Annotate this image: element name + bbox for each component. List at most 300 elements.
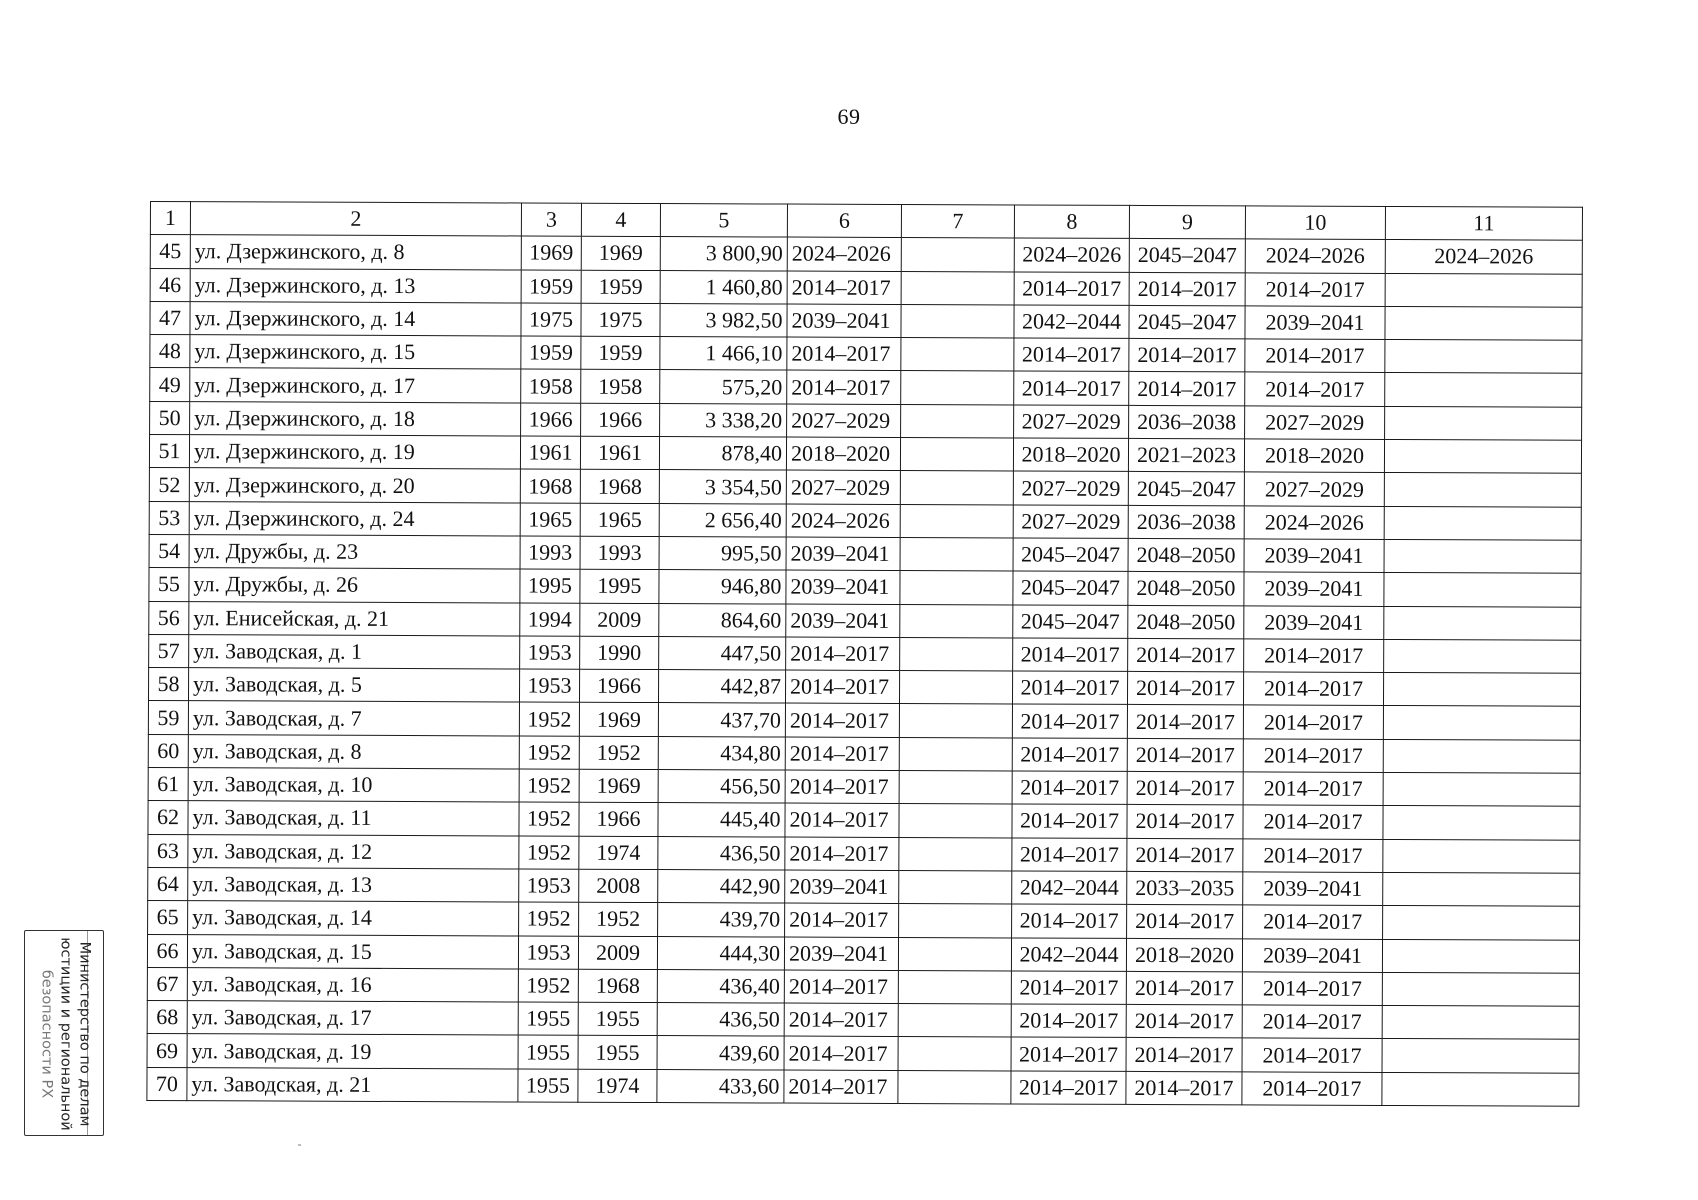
address-cell: ул. Дзержинского, д. 18: [190, 401, 521, 436]
period-col8-cell: 2014–2017: [1012, 704, 1127, 738]
row-number-cell: 51: [149, 435, 189, 468]
address-cell: ул. Дзержинского, д. 19: [189, 435, 520, 470]
period-col11-cell: [1385, 406, 1582, 440]
year-built-cell: 1995: [520, 569, 580, 603]
period-col6-cell: 2027–2029: [786, 470, 900, 504]
column-header-10: 10: [1245, 206, 1385, 240]
period-col8-cell: 2045–2047: [1013, 605, 1128, 639]
address-cell: ул. Заводская, д. 16: [187, 967, 518, 1002]
address-cell: ул. Енисейская, д. 21: [189, 601, 520, 636]
period-col10-cell: 2039–2041: [1244, 605, 1384, 639]
row-number-cell: 53: [149, 501, 189, 534]
period-col8-cell: 2014–2017: [1011, 1071, 1126, 1105]
year-commissioned-cell: 1952: [579, 902, 658, 936]
period-col10-cell: 2024–2026: [1245, 239, 1385, 273]
period-col8-cell: 2014–2017: [1011, 971, 1126, 1005]
period-col6-cell: 2014–2017: [785, 837, 899, 871]
period-col6-cell: 2014–2017: [785, 704, 899, 738]
period-col10-cell: 2039–2041: [1242, 938, 1382, 972]
table-row: [147, 1067, 1579, 1106]
col7-cell: [900, 438, 1013, 472]
row-number-cell: 66: [147, 934, 187, 967]
address-cell: ул. Заводская, д. 14: [188, 901, 519, 936]
area-cell: 1 460,80: [660, 270, 787, 304]
period-col10-cell: 2014–2017: [1243, 705, 1383, 739]
area-cell: 878,40: [659, 437, 786, 471]
period-col6-cell: 2014–2017: [784, 1070, 898, 1104]
period-col10-cell: 2014–2017: [1245, 272, 1385, 306]
period-col11-cell: [1385, 273, 1582, 307]
row-number-cell: 45: [150, 235, 190, 268]
period-col9-cell: 2014–2017: [1127, 805, 1243, 839]
period-col8-cell: 2014–2017: [1014, 371, 1129, 405]
period-col11-cell: [1384, 473, 1581, 507]
period-col9-cell: 2014–2017: [1129, 272, 1245, 306]
row-number-cell: 69: [147, 1034, 187, 1067]
col7-cell: [900, 471, 1013, 505]
area-cell: 2 656,40: [659, 503, 786, 537]
address-cell: ул. Дзержинского, д. 13: [190, 268, 521, 303]
period-col8-cell: 2014–2017: [1012, 738, 1127, 772]
area-cell: 442,87: [658, 670, 785, 704]
period-col11-cell: [1384, 606, 1581, 640]
year-commissioned-cell: 1974: [579, 836, 658, 870]
period-col11-cell: [1383, 706, 1580, 740]
address-cell: ул. Заводская, д. 10: [188, 768, 519, 803]
row-number-cell: 55: [149, 568, 189, 601]
period-col6-cell: 2018–2020: [786, 437, 900, 471]
row-number-cell: 50: [150, 401, 190, 434]
period-col6-cell: 2014–2017: [785, 903, 899, 937]
period-col6-cell: 2014–2017: [787, 271, 901, 305]
year-built-cell: 1953: [520, 636, 580, 670]
period-col9-cell: 2048–2050: [1128, 572, 1244, 606]
col7-cell: [898, 1004, 1011, 1038]
period-col11-cell: [1383, 839, 1580, 873]
address-cell: ул. Дзержинского, д. 14: [190, 302, 521, 337]
area-cell: 439,70: [658, 903, 785, 937]
year-built-cell: 1994: [520, 603, 580, 637]
period-col9-cell: 2014–2017: [1126, 1071, 1242, 1105]
address-cell: ул. Заводская, д. 7: [188, 701, 519, 736]
period-col10-cell: 2039–2041: [1244, 539, 1384, 573]
row-number-cell: 58: [148, 668, 188, 701]
period-col6-cell: 2014–2017: [785, 803, 899, 837]
address-cell: ул. Заводская, д. 19: [187, 1034, 518, 1069]
column-header-2: 2: [190, 202, 521, 237]
year-commissioned-cell: 1966: [579, 669, 658, 703]
year-commissioned-cell: 1959: [581, 336, 660, 370]
period-col10-cell: 2014–2017: [1243, 739, 1383, 773]
area-cell: 3 982,50: [660, 303, 787, 337]
period-col11-cell: [1383, 906, 1580, 940]
address-cell: ул. Заводская, д. 12: [188, 834, 519, 869]
period-col8-cell: 2027–2029: [1013, 471, 1128, 505]
col7-cell: [899, 771, 1012, 805]
year-commissioned-cell: 1958: [581, 370, 660, 404]
year-built-cell: 1959: [521, 270, 581, 304]
period-col10-cell: 2014–2017: [1242, 1072, 1382, 1106]
year-commissioned-cell: 2008: [579, 869, 658, 903]
area-cell: 444,30: [657, 936, 784, 970]
data-table: [146, 201, 1583, 1107]
period-col11-cell: [1384, 539, 1581, 573]
period-col9-cell: 2048–2050: [1128, 538, 1244, 572]
period-col10-cell: 2039–2041: [1243, 872, 1383, 906]
col7-cell: [901, 238, 1014, 272]
year-built-cell: 1952: [519, 702, 579, 736]
year-commissioned-cell: 1968: [578, 969, 657, 1003]
col7-cell: [901, 404, 1014, 438]
col7-cell: [899, 804, 1012, 838]
scan-speck: [298, 1144, 301, 1146]
period-col6-cell: 2039–2041: [786, 570, 900, 604]
period-col9-cell: 2014–2017: [1129, 339, 1245, 373]
column-header-7: 7: [901, 205, 1014, 239]
area-cell: 434,80: [658, 736, 785, 770]
year-built-cell: 1959: [521, 336, 581, 370]
period-col10-cell: 2014–2017: [1243, 672, 1383, 706]
period-col11-cell: [1382, 972, 1579, 1006]
area-cell: 447,50: [659, 636, 786, 670]
year-built-cell: 1952: [519, 902, 579, 936]
col7-cell: [900, 504, 1013, 538]
year-built-cell: 1955: [518, 1002, 578, 1036]
year-built-cell: 1952: [519, 736, 579, 770]
address-cell: ул. Заводская, д. 11: [188, 801, 519, 836]
stamp-line-3: безопасности РХ: [38, 969, 55, 1099]
address-cell: ул. Дзержинского, д. 20: [189, 468, 520, 503]
year-commissioned-cell: 2009: [580, 603, 659, 637]
row-number-cell: 61: [148, 768, 188, 801]
period-col8-cell: 2014–2017: [1014, 272, 1129, 306]
period-col10-cell: 2027–2029: [1244, 472, 1384, 506]
column-header-8: 8: [1014, 205, 1129, 239]
period-col11-cell: [1382, 1072, 1579, 1106]
year-built-cell: 1952: [519, 802, 579, 836]
col7-cell: [899, 870, 1012, 904]
period-col9-cell: 2014–2017: [1127, 705, 1243, 739]
period-col11-cell: [1382, 1006, 1579, 1040]
period-col6-cell: 2014–2017: [785, 737, 899, 771]
period-col8-cell: 2027–2029: [1014, 405, 1129, 439]
period-col11-cell: [1385, 340, 1582, 374]
area-cell: 456,50: [658, 770, 785, 804]
period-col8-cell: 2042–2044: [1014, 305, 1129, 339]
col7-cell: [901, 304, 1014, 338]
period-col11-cell: [1384, 573, 1581, 607]
period-col11-cell: [1385, 306, 1582, 340]
column-header-4: 4: [581, 203, 660, 237]
table-body: [147, 235, 1582, 1106]
period-col6-cell: 2024–2026: [787, 237, 901, 271]
period-col9-cell: 2014–2017: [1129, 372, 1245, 406]
period-col11-cell: [1384, 506, 1581, 540]
period-col8-cell: 2027–2029: [1013, 505, 1128, 539]
period-col10-cell: 2014–2017: [1245, 372, 1385, 406]
row-number-cell: 52: [149, 468, 189, 501]
year-built-cell: 1952: [518, 969, 578, 1003]
address-cell: ул. Заводская, д. 1: [189, 635, 520, 670]
area-cell: 864,60: [659, 603, 786, 637]
row-number-cell: 56: [149, 601, 189, 634]
period-col6-cell: 2024–2026: [786, 504, 900, 538]
year-commissioned-cell: 1966: [579, 803, 658, 837]
address-cell: ул. Дзержинского, д. 8: [190, 235, 521, 270]
col7-cell: [900, 637, 1013, 671]
period-col8-cell: 2014–2017: [1013, 638, 1128, 672]
period-col6-cell: 2039–2041: [785, 870, 899, 904]
period-col6-cell: 2027–2029: [787, 404, 901, 438]
row-number-cell: 67: [147, 967, 187, 1000]
year-built-cell: 1952: [519, 836, 579, 870]
period-col9-cell: 2048–2050: [1128, 605, 1244, 639]
period-col11-cell: [1384, 440, 1581, 474]
year-commissioned-cell: 1969: [579, 703, 658, 737]
column-header-11: 11: [1385, 206, 1582, 240]
row-number-cell: 62: [148, 801, 188, 834]
period-col8-cell: 2014–2017: [1011, 1004, 1126, 1038]
period-col10-cell: 2024–2026: [1244, 506, 1384, 540]
area-cell: 437,70: [658, 703, 785, 737]
stamp-line-1: Министерство по делам: [76, 941, 93, 1127]
year-commissioned-cell: 1995: [580, 569, 659, 603]
year-built-cell: 1993: [520, 536, 580, 570]
period-col11-cell: [1383, 773, 1580, 807]
col7-cell: [899, 737, 1012, 771]
year-commissioned-cell: 1955: [578, 1036, 657, 1070]
column-header-6: 6: [787, 204, 901, 238]
year-commissioned-cell: 1990: [580, 636, 659, 670]
period-col11-cell: [1382, 939, 1579, 973]
period-col9-cell: 2014–2017: [1128, 638, 1244, 672]
col7-cell: [898, 1037, 1011, 1071]
period-col8-cell: 2045–2047: [1013, 571, 1128, 605]
year-built-cell: 1969: [521, 236, 581, 270]
period-col6-cell: 2014–2017: [786, 637, 900, 671]
year-commissioned-cell: 1975: [581, 303, 660, 337]
row-number-cell: 54: [149, 534, 189, 567]
registration-stamp: [24, 930, 104, 1136]
period-col8-cell: 2014–2017: [1011, 1037, 1126, 1071]
period-col6-cell: 2014–2017: [784, 1036, 898, 1070]
period-col8-cell: 2042–2044: [1012, 871, 1127, 905]
col7-cell: [901, 371, 1014, 405]
col7-cell: [901, 271, 1014, 305]
year-built-cell: 1952: [519, 769, 579, 803]
period-col8-cell: 2014–2017: [1014, 338, 1129, 372]
year-commissioned-cell: 1969: [581, 237, 660, 271]
period-col9-cell: 2036–2038: [1129, 405, 1245, 439]
year-built-cell: 1966: [521, 403, 581, 437]
period-col11-cell: [1383, 739, 1580, 773]
period-col8-cell: 2042–2044: [1011, 937, 1126, 971]
column-header-9: 9: [1129, 205, 1245, 239]
period-col6-cell: 2014–2017: [785, 670, 899, 704]
period-col9-cell: 2045–2047: [1129, 305, 1245, 339]
col7-cell: [900, 604, 1013, 638]
area-cell: 575,20: [660, 370, 787, 404]
period-col9-cell: 2014–2017: [1127, 672, 1243, 706]
period-col9-cell: 2021–2023: [1128, 439, 1244, 473]
period-col8-cell: 2045–2047: [1013, 538, 1128, 572]
column-header-3: 3: [521, 203, 581, 237]
period-col10-cell: 2014–2017: [1245, 339, 1385, 373]
period-col10-cell: 2014–2017: [1243, 772, 1383, 806]
period-col10-cell: 2027–2029: [1245, 406, 1385, 440]
period-col9-cell: 2036–2038: [1128, 505, 1244, 539]
col7-cell: [900, 571, 1013, 605]
year-commissioned-cell: 1993: [580, 536, 659, 570]
period-col10-cell: 2039–2041: [1245, 306, 1385, 340]
row-number-cell: 46: [150, 268, 190, 301]
address-cell: ул. Заводская, д. 5: [188, 668, 519, 703]
area-cell: 946,80: [659, 570, 786, 604]
period-col8-cell: 2014–2017: [1012, 804, 1127, 838]
address-cell: ул. Заводская, д. 15: [187, 934, 518, 969]
period-col11-cell: 2024–2026: [1385, 240, 1582, 274]
period-col11-cell: [1385, 373, 1582, 407]
address-cell: ул. Дзержинского, д. 15: [190, 335, 521, 370]
area-cell: 442,90: [658, 869, 785, 903]
year-commissioned-cell: 1974: [578, 1069, 657, 1103]
table-container: [146, 201, 1582, 1107]
period-col10-cell: 2014–2017: [1242, 972, 1382, 1006]
period-col9-cell: 2018–2020: [1126, 938, 1242, 972]
row-number-cell: 64: [148, 867, 188, 900]
period-col8-cell: 2014–2017: [1012, 838, 1127, 872]
period-col6-cell: 2014–2017: [784, 1003, 898, 1037]
year-commissioned-cell: 1966: [581, 403, 660, 437]
year-built-cell: 1953: [518, 936, 578, 970]
period-col10-cell: 2014–2017: [1242, 1005, 1382, 1039]
period-col6-cell: 2014–2017: [787, 337, 901, 371]
area-cell: 436,50: [658, 836, 785, 870]
period-col10-cell: 2014–2017: [1242, 1038, 1382, 1072]
area-cell: 436,40: [657, 969, 784, 1003]
address-cell: ул. Дзержинского, д. 17: [190, 368, 521, 403]
period-col6-cell: 2014–2017: [787, 371, 901, 405]
year-built-cell: 1968: [520, 469, 580, 503]
year-commissioned-cell: 2009: [578, 936, 657, 970]
area-cell: 1 466,10: [660, 337, 787, 371]
period-col9-cell: 2033–2035: [1127, 871, 1243, 905]
year-built-cell: 1958: [521, 369, 581, 403]
col7-cell: [899, 904, 1012, 938]
column-header-5: 5: [660, 204, 787, 238]
period-col11-cell: [1383, 673, 1580, 707]
year-commissioned-cell: 1965: [580, 503, 659, 537]
row-number-cell: 60: [148, 734, 188, 767]
row-number-cell: 59: [148, 701, 188, 734]
period-col9-cell: 2014–2017: [1127, 838, 1243, 872]
period-col11-cell: [1383, 806, 1580, 840]
col7-cell: [899, 837, 1012, 871]
period-col6-cell: 2014–2017: [785, 770, 899, 804]
row-number-cell: 63: [148, 834, 188, 867]
row-number-cell: 57: [149, 634, 189, 667]
year-built-cell: 1955: [518, 1035, 578, 1069]
period-col6-cell: 2039–2041: [787, 304, 901, 338]
period-col9-cell: 2045–2047: [1129, 239, 1245, 273]
period-col11-cell: [1382, 1039, 1579, 1073]
address-cell: ул. Заводская, д. 8: [188, 734, 519, 769]
period-col10-cell: 2018–2020: [1244, 439, 1384, 473]
period-col9-cell: 2014–2017: [1126, 1038, 1242, 1072]
address-cell: ул. Заводская, д. 21: [187, 1067, 518, 1102]
period-col8-cell: 2014–2017: [1012, 671, 1127, 705]
stamp-text: [37, 934, 94, 1134]
row-number-cell: 70: [147, 1067, 187, 1100]
period-col9-cell: 2014–2017: [1127, 738, 1243, 772]
period-col10-cell: 2039–2041: [1244, 572, 1384, 606]
year-built-cell: 1975: [521, 303, 581, 337]
col7-cell: [899, 671, 1012, 705]
col7-cell: [898, 970, 1011, 1004]
period-col11-cell: [1383, 872, 1580, 906]
area-cell: 3 354,50: [659, 470, 786, 504]
address-cell: ул. Дзержинского, д. 24: [189, 501, 520, 536]
period-col6-cell: 2039–2041: [786, 537, 900, 571]
area-cell: 995,50: [659, 537, 786, 571]
period-col6-cell: 2039–2041: [786, 604, 900, 638]
area-cell: 439,60: [657, 1036, 784, 1070]
area-cell: 3 338,20: [660, 403, 787, 437]
col7-cell: [900, 537, 1013, 571]
period-col10-cell: 2014–2017: [1243, 839, 1383, 873]
year-commissioned-cell: 1955: [578, 1002, 657, 1036]
year-commissioned-cell: 1959: [581, 270, 660, 304]
period-col8-cell: 2014–2017: [1012, 904, 1127, 938]
area-cell: 436,50: [657, 1003, 784, 1037]
page-number: 69: [837, 104, 861, 129]
address-cell: ул. Дружбы, д. 23: [189, 535, 520, 570]
row-number-cell: 65: [148, 901, 188, 934]
year-built-cell: 1953: [519, 669, 579, 703]
address-cell: ул. Заводская, д. 17: [187, 1001, 518, 1036]
period-col9-cell: 2014–2017: [1127, 771, 1243, 805]
period-col10-cell: 2014–2017: [1244, 639, 1384, 673]
period-col9-cell: 2014–2017: [1126, 971, 1242, 1005]
row-number-cell: 68: [147, 1001, 187, 1034]
area-cell: 445,40: [658, 803, 785, 837]
year-commissioned-cell: 1952: [579, 736, 658, 770]
period-col8-cell: 2018–2020: [1013, 438, 1128, 472]
year-built-cell: 1953: [519, 869, 579, 903]
period-col6-cell: 2014–2017: [784, 970, 898, 1004]
col7-cell: [898, 937, 1011, 971]
col7-cell: [899, 704, 1012, 738]
row-number-cell: 47: [150, 301, 190, 334]
area-cell: 3 800,90: [660, 237, 787, 271]
period-col8-cell: 2024–2026: [1014, 238, 1129, 272]
period-col10-cell: 2014–2017: [1243, 905, 1383, 939]
year-commissioned-cell: 1968: [580, 470, 659, 504]
column-header-1: 1: [150, 202, 190, 235]
address-cell: ул. Заводская, д. 13: [188, 868, 519, 903]
stamp-line-2: юстиции и региональной: [57, 937, 74, 1131]
year-built-cell: 1965: [520, 503, 580, 537]
period-col9-cell: 2014–2017: [1127, 905, 1243, 939]
period-col11-cell: [1384, 639, 1581, 673]
year-commissioned-cell: 1969: [579, 769, 658, 803]
year-commissioned-cell: 1961: [580, 436, 659, 470]
row-number-cell: 49: [150, 368, 190, 401]
row-number-cell: 48: [150, 335, 190, 368]
year-built-cell: 1955: [518, 1069, 578, 1103]
address-cell: ул. Дружбы, д. 26: [189, 568, 520, 603]
year-built-cell: 1961: [520, 436, 580, 470]
